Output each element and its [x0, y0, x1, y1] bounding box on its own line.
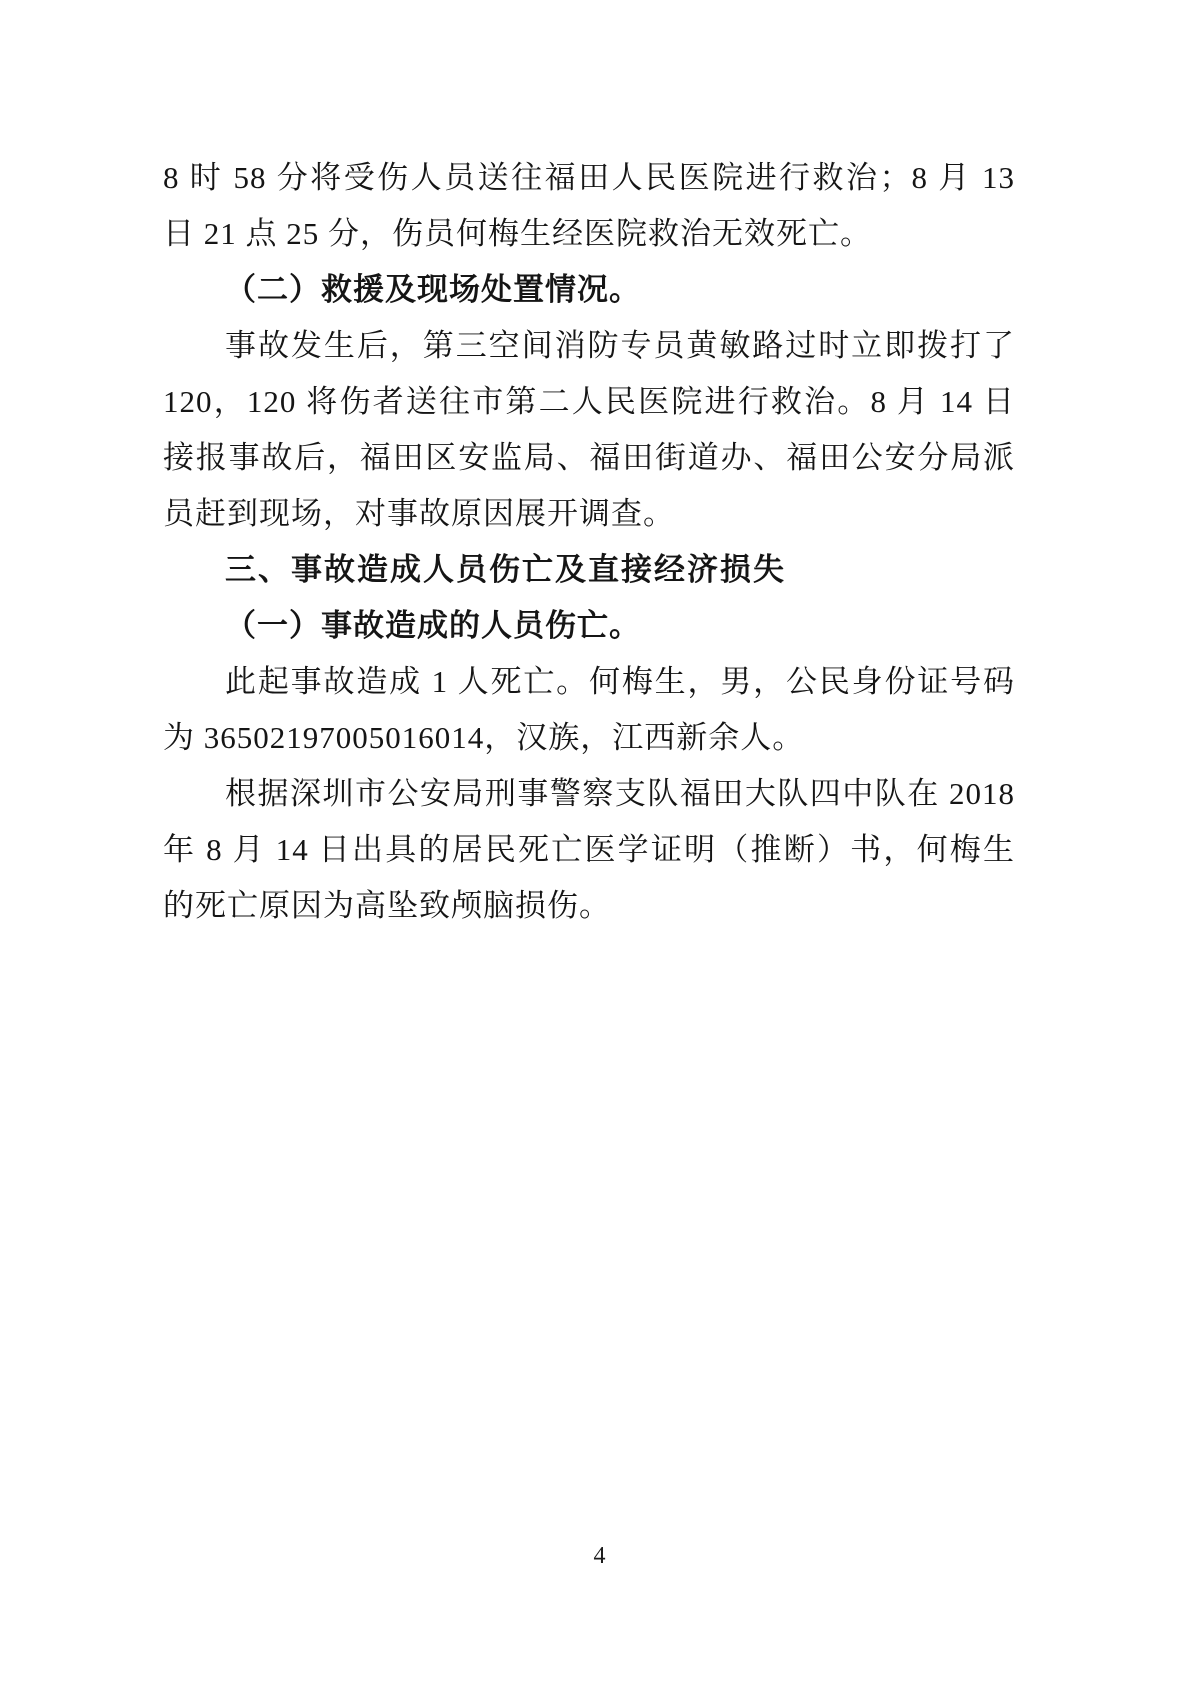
page-number: 4 [593, 1543, 606, 1569]
paragraph-victim-identity: 此起事故造成 1 人死亡。何梅生，男，公民身份证号码为 36502197005016014，汉族，江西新余人。 [163, 664, 1015, 755]
heading-rescue-and-scene-handling: （二）救援及现场处置情况。 [225, 272, 641, 307]
document-body [163, 150, 1015, 934]
paragraph-death-cause: 根据深圳市公安局刑事警察支队福田大队四中队在 2018 年 8 月 14 日出具的居民死亡医学证明（推断）书，何梅生的死亡原因为高坠致颅脑损伤。 [163, 776, 1015, 923]
heading-casualties-and-economic-loss: 三、事故造成人员伤亡及直接经济损失 [225, 552, 786, 587]
paragraph-rescue-treatment-continuation: 8 时 58 分将受伤人员送往福田人民医院进行救治；8 月 13 日 21 点 25 分，伤员何梅生经医院救治无效死亡。 [163, 160, 1015, 251]
paragraph-rescue-response: 事故发生后，第三空间消防专员黄敏路过时立即拨打了 120，120 将伤者送往市第二人民医院进行救治。8 月 14 日接报事故后，福田区安监局、福田街道办、福田公安分局派员赶到现场，对事故原因展开调查。 [163, 328, 1015, 531]
heading-casualties-caused: （一）事故造成的人员伤亡。 [225, 608, 641, 643]
